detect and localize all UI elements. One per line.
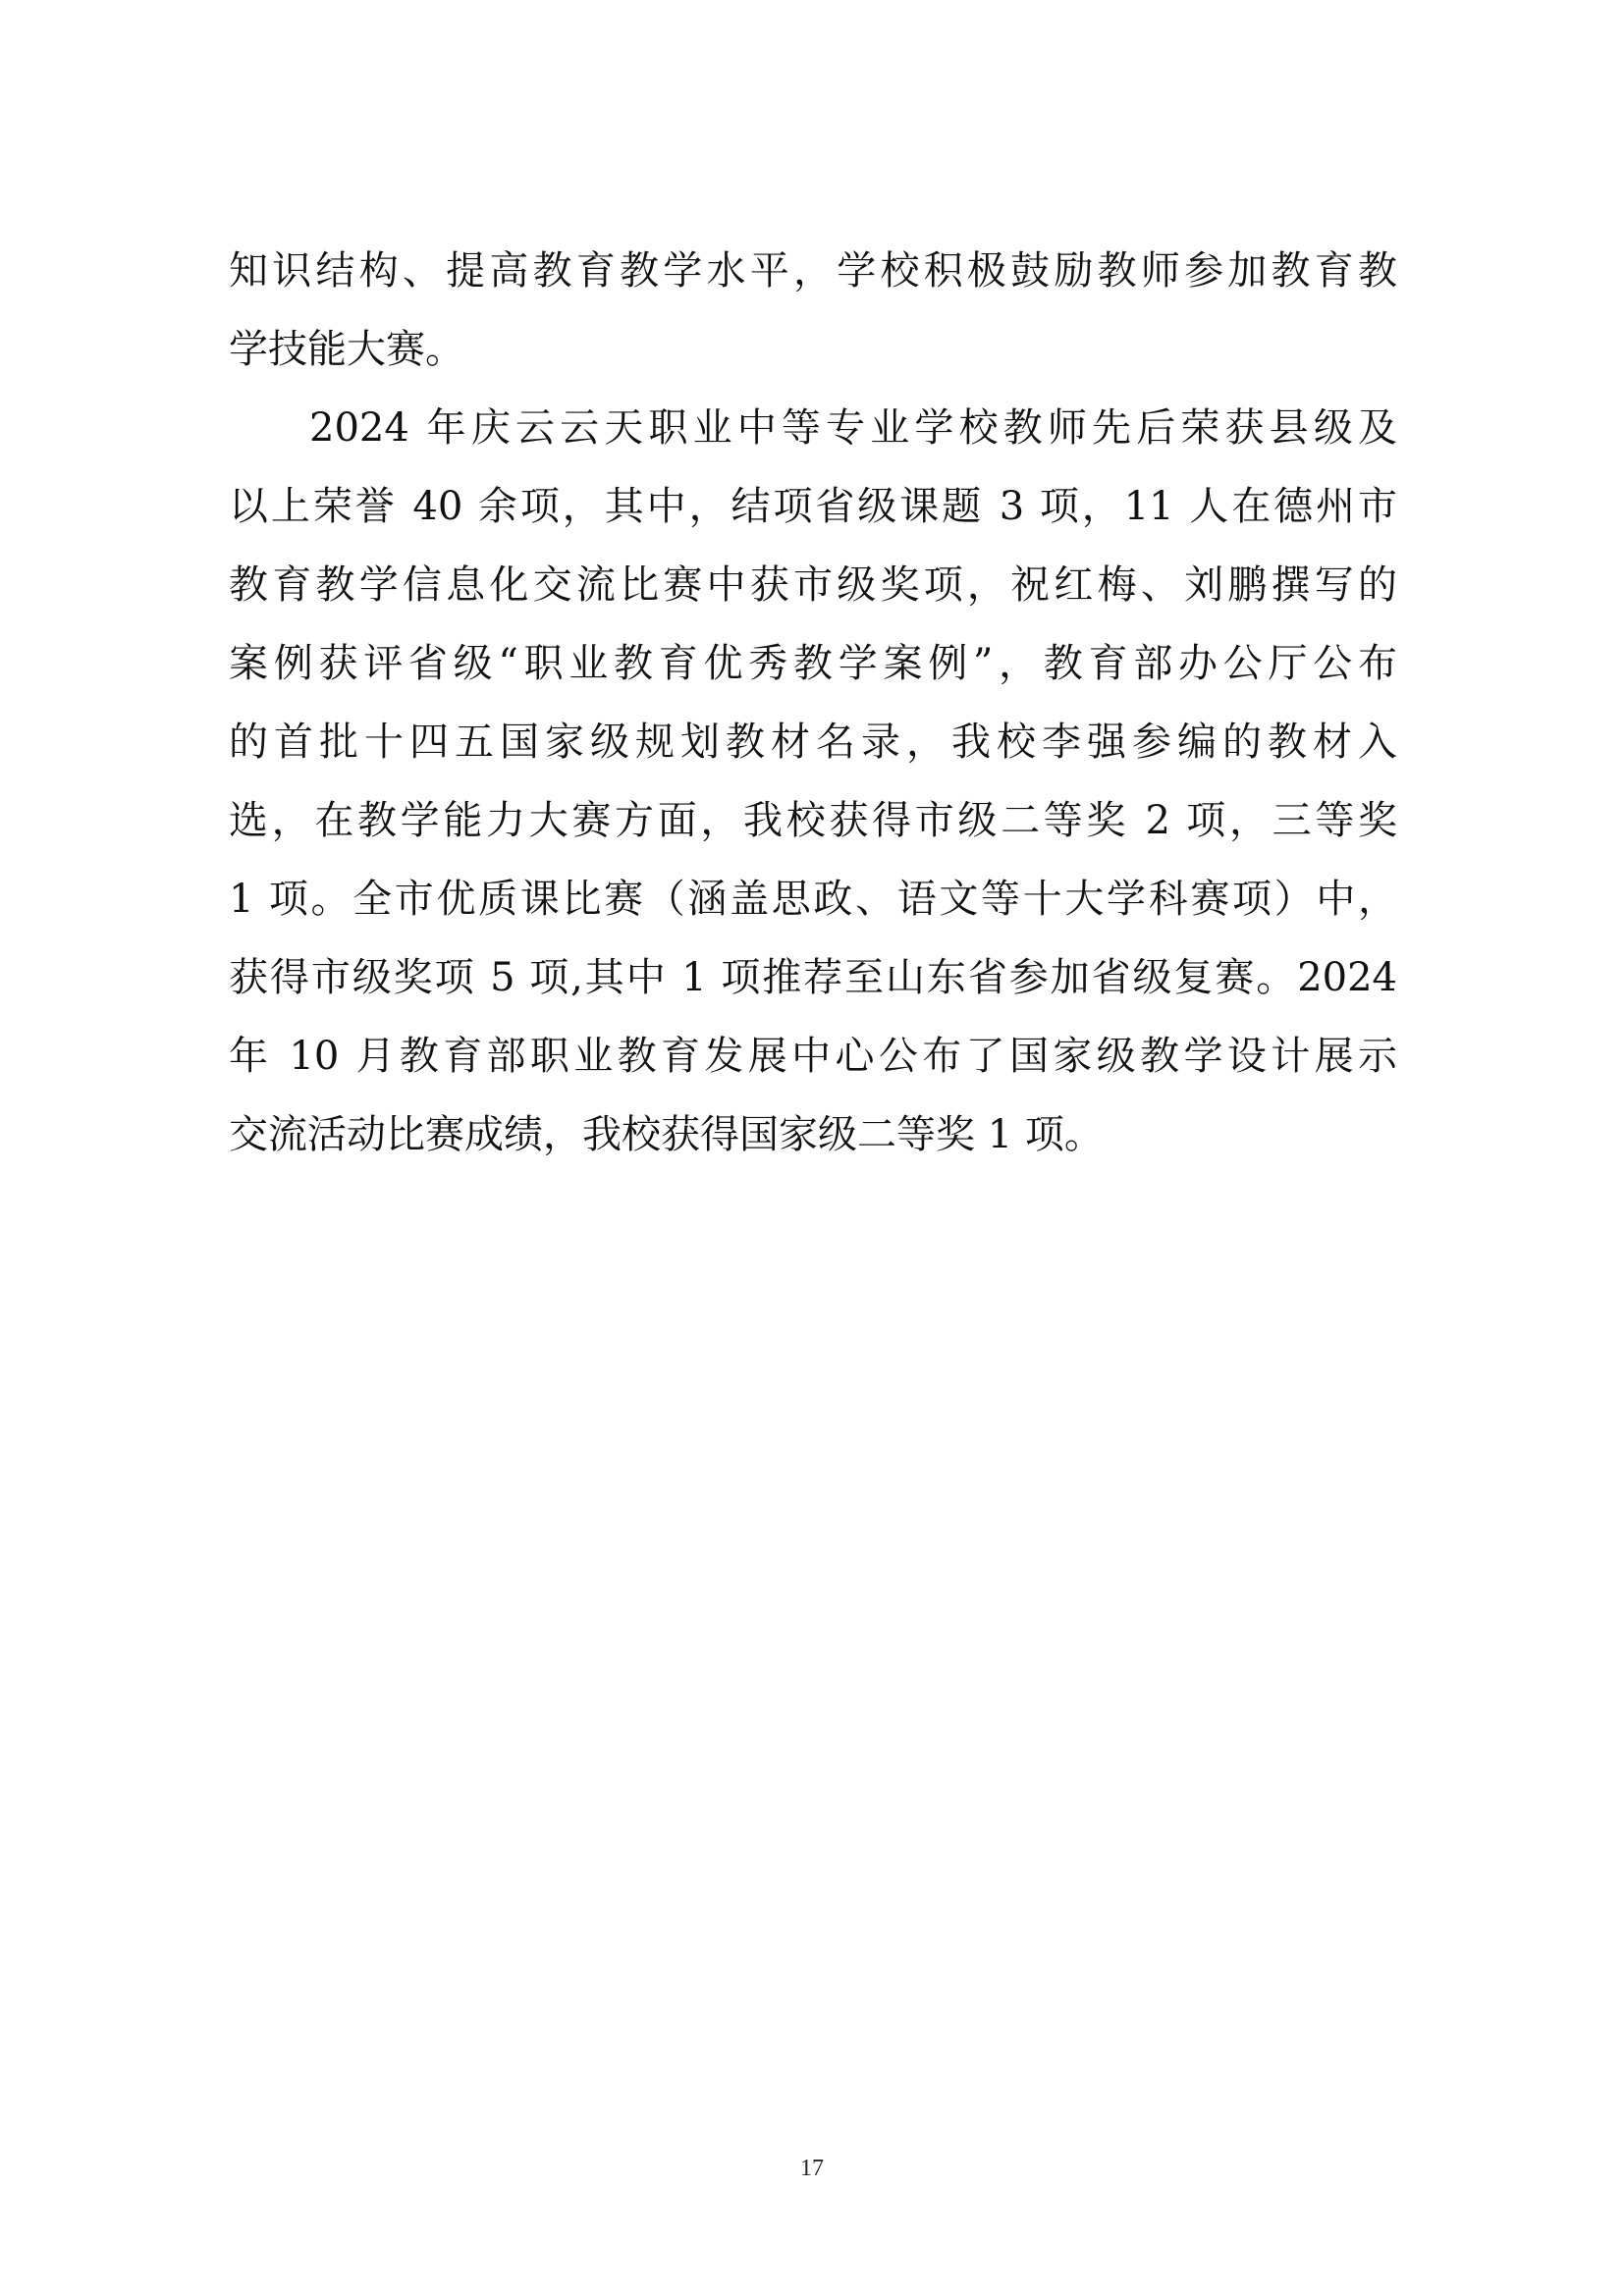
- paragraph-line: 学技能大赛。: [229, 327, 464, 372]
- paragraph-line: 教育教学信息化交流比赛中获市级奖项，祝红梅、刘鹏撰写的: [229, 562, 1397, 608]
- paragraph-line: 的首批十四五国家级规划教材名录，我校李强参编的教材入: [229, 720, 1397, 765]
- paragraph-line: 获得市级奖项 5 项,其中 1 项推荐至山东省参加省级复赛。2024: [229, 955, 1397, 1000]
- paragraph-line: 1 项。全市优质课比赛（涵盖思政、语文等十大学科赛项）中，: [229, 877, 1397, 922]
- paragraph-line: 2024 年庆云云天职业中等专业学校教师先后荣获县级及: [309, 405, 1397, 451]
- paragraph-line: 年 10 月教育部职业教育发展中心公布了国家级教学设计展示: [229, 1034, 1397, 1079]
- paragraph-line: 知识结构、提高教育教学水平，学校积极鼓励教师参加教育教: [229, 248, 1397, 294]
- paragraph-line: 以上荣誉 40 余项，其中，结项省级课题 3 项，11 人在德州市: [229, 484, 1397, 529]
- paragraph-line: 案例获评省级“职业教育优秀教学案例”，教育部办公厅公布: [229, 641, 1397, 686]
- page-number: 17: [800, 2156, 824, 2181]
- paragraph-line: 选，在教学能力大赛方面，我校获得市级二等奖 2 项，三等奖: [229, 798, 1397, 843]
- body-text: [229, 232, 1397, 1174]
- paragraph-line: 交流活动比赛成绩，我校获得国家级二等奖 1 项。: [229, 1112, 1104, 1157]
